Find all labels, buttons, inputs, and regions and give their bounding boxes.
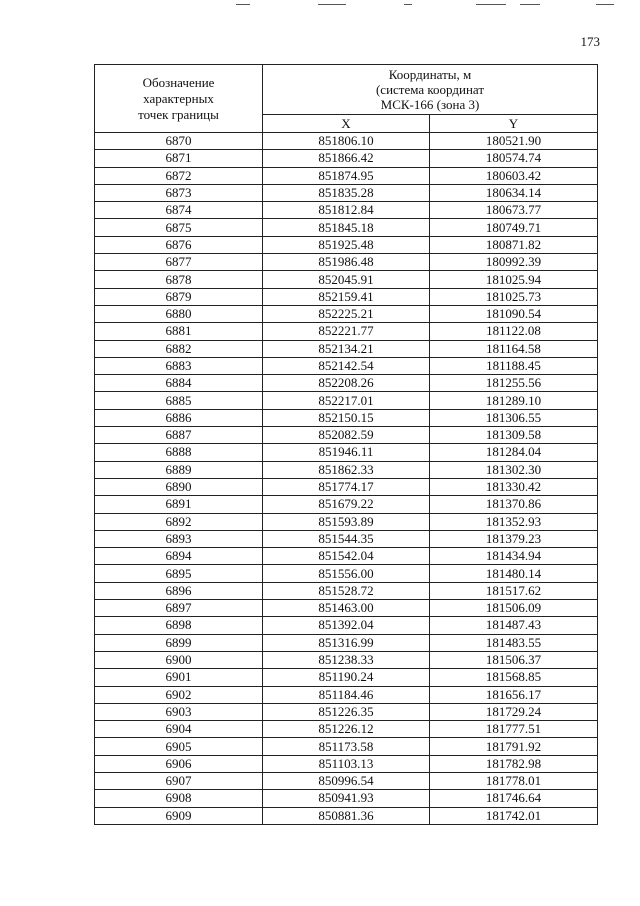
point-id-cell: 6876 — [95, 236, 263, 253]
point-id-cell: 6904 — [95, 721, 263, 738]
point-id-cell: 6875 — [95, 219, 263, 236]
y-coordinate-cell: 181746.64 — [430, 790, 598, 807]
x-coordinate-cell: 851226.35 — [263, 703, 430, 720]
x-coordinate-cell: 851544.35 — [263, 530, 430, 547]
x-coordinate-cell: 851316.99 — [263, 634, 430, 651]
table-row — [95, 686, 598, 703]
table-row — [95, 790, 598, 807]
table-row — [95, 392, 598, 409]
coordinates-table — [94, 64, 598, 825]
x-coordinate-cell: 851986.48 — [263, 254, 430, 271]
x-coordinate-cell: 851593.89 — [263, 513, 430, 530]
y-coordinate-cell: 181122.08 — [430, 323, 598, 340]
table-row — [95, 236, 598, 253]
y-coordinate-cell: 180574.74 — [430, 150, 598, 167]
table-row — [95, 807, 598, 824]
header-line: Обозначение — [142, 74, 215, 90]
x-coordinate-cell: 851190.24 — [263, 669, 430, 686]
coordinates-table-body — [95, 133, 598, 825]
y-coordinate-cell: 181729.24 — [430, 703, 598, 720]
point-id-cell: 6872 — [95, 167, 263, 184]
table-row — [95, 565, 598, 582]
table-row — [95, 133, 598, 150]
scan-mark — [596, 4, 614, 5]
point-id-cell: 6880 — [95, 305, 263, 322]
point-id-cell: 6891 — [95, 496, 263, 513]
table-row — [95, 444, 598, 461]
point-id-cell: 6888 — [95, 444, 263, 461]
table-row — [95, 375, 598, 392]
scan-mark — [318, 4, 346, 5]
y-coordinate-cell: 181480.14 — [430, 565, 598, 582]
x-coordinate-cell: 852045.91 — [263, 271, 430, 288]
y-coordinate-cell: 181330.42 — [430, 478, 598, 495]
y-coordinate-cell: 181379.23 — [430, 530, 598, 547]
y-coordinate-cell: 181777.51 — [430, 721, 598, 738]
x-coordinate-cell: 851184.46 — [263, 686, 430, 703]
x-coordinate-cell: 852150.15 — [263, 409, 430, 426]
point-id-cell: 6877 — [95, 254, 263, 271]
table-row — [95, 202, 598, 219]
x-coordinate-cell: 850996.54 — [263, 772, 430, 789]
y-coordinate-cell: 181025.73 — [430, 288, 598, 305]
x-coordinate-cell: 852159.41 — [263, 288, 430, 305]
header-line: характерных — [143, 90, 214, 106]
scan-artifact-marks — [0, 0, 640, 10]
table-row — [95, 305, 598, 322]
x-coordinate-cell: 851925.48 — [263, 236, 430, 253]
point-id-cell: 6897 — [95, 600, 263, 617]
table-row — [95, 271, 598, 288]
x-coordinate-cell: 851946.11 — [263, 444, 430, 461]
point-id-cell: 6895 — [95, 565, 263, 582]
x-coordinate-cell: 851173.58 — [263, 738, 430, 755]
x-coordinate-cell: 851806.10 — [263, 133, 430, 150]
table-row — [95, 721, 598, 738]
page-number: 173 — [580, 34, 600, 49]
y-coordinate-cell: 180749.71 — [430, 219, 598, 236]
point-designation-header — [95, 65, 263, 133]
point-id-cell: 6871 — [95, 150, 263, 167]
point-id-cell: 6886 — [95, 409, 263, 426]
table-row — [95, 548, 598, 565]
y-coordinate-cell: 181506.37 — [430, 651, 598, 668]
y-coordinate-cell: 181782.98 — [430, 755, 598, 772]
table-row — [95, 617, 598, 634]
point-id-cell: 6906 — [95, 755, 263, 772]
point-id-cell: 6883 — [95, 357, 263, 374]
scan-mark — [236, 4, 250, 5]
table-row — [95, 513, 598, 530]
table-row — [95, 323, 598, 340]
header-line: точек границы — [138, 106, 219, 122]
coordinates-header — [263, 65, 598, 115]
x-coordinate-cell: 850881.36 — [263, 807, 430, 824]
y-coordinate-cell: 181255.56 — [430, 375, 598, 392]
y-coordinate-cell: 181306.55 — [430, 409, 598, 426]
table-row — [95, 738, 598, 755]
point-id-cell: 6902 — [95, 686, 263, 703]
point-id-cell: 6878 — [95, 271, 263, 288]
point-id-cell: 6907 — [95, 772, 263, 789]
table-row — [95, 634, 598, 651]
point-id-cell: 6887 — [95, 427, 263, 444]
point-id-cell: 6901 — [95, 669, 263, 686]
y-coordinate-cell: 181352.93 — [430, 513, 598, 530]
y-coordinate-cell: 181164.58 — [430, 340, 598, 357]
table-row — [95, 496, 598, 513]
table-row — [95, 150, 598, 167]
point-id-cell: 6900 — [95, 651, 263, 668]
y-coordinate-cell: 181742.01 — [430, 807, 598, 824]
table-row — [95, 167, 598, 184]
y-coordinate-cell: 181487.43 — [430, 617, 598, 634]
x-coordinate-cell: 851874.95 — [263, 167, 430, 184]
point-id-cell: 6893 — [95, 530, 263, 547]
table-row — [95, 409, 598, 426]
x-coordinate-cell: 851774.17 — [263, 478, 430, 495]
y-coordinate-cell: 181506.09 — [430, 600, 598, 617]
y-coordinate-cell: 181434.94 — [430, 548, 598, 565]
y-coordinate-cell: 181778.01 — [430, 772, 598, 789]
point-id-cell: 6885 — [95, 392, 263, 409]
point-id-cell: 6873 — [95, 184, 263, 201]
y-coordinate-cell: 181309.58 — [430, 427, 598, 444]
y-coordinate-cell: 181284.04 — [430, 444, 598, 461]
table-row — [95, 669, 598, 686]
table-row — [95, 254, 598, 271]
table-row — [95, 184, 598, 201]
table-row — [95, 461, 598, 478]
x-coordinate-cell: 851103.13 — [263, 755, 430, 772]
x-coordinate-cell: 851392.04 — [263, 617, 430, 634]
table-row — [95, 478, 598, 495]
y-coordinate-cell: 181302.30 — [430, 461, 598, 478]
x-coordinate-cell: 851238.33 — [263, 651, 430, 668]
y-coordinate-cell: 180521.90 — [430, 133, 598, 150]
x-coordinate-cell: 852221.77 — [263, 323, 430, 340]
x-coordinate-cell: 851862.33 — [263, 461, 430, 478]
point-id-cell: 6908 — [95, 790, 263, 807]
x-coordinate-cell: 851845.18 — [263, 219, 430, 236]
table-row — [95, 703, 598, 720]
point-id-cell: 6881 — [95, 323, 263, 340]
scan-mark — [476, 4, 506, 5]
point-id-cell: 6903 — [95, 703, 263, 720]
point-id-cell: 6909 — [95, 807, 263, 824]
y-coordinate-cell: 181483.55 — [430, 634, 598, 651]
point-id-cell: 6890 — [95, 478, 263, 495]
point-id-cell: 6879 — [95, 288, 263, 305]
x-coordinate-cell: 852208.26 — [263, 375, 430, 392]
y-coordinate-cell: 181791.92 — [430, 738, 598, 755]
y-column-header: Y — [430, 115, 598, 133]
x-coordinate-cell: 851542.04 — [263, 548, 430, 565]
point-id-cell: 6882 — [95, 340, 263, 357]
point-id-cell: 6892 — [95, 513, 263, 530]
point-id-cell: 6894 — [95, 548, 263, 565]
x-coordinate-cell: 851835.28 — [263, 184, 430, 201]
x-coordinate-cell: 852134.21 — [263, 340, 430, 357]
header-line: Координаты, м — [388, 67, 472, 82]
point-id-cell: 6884 — [95, 375, 263, 392]
point-id-cell: 6905 — [95, 738, 263, 755]
y-coordinate-cell: 180871.82 — [430, 236, 598, 253]
y-coordinate-cell: 181517.62 — [430, 582, 598, 599]
table-row — [95, 582, 598, 599]
table-row — [95, 357, 598, 374]
y-coordinate-cell: 181656.17 — [430, 686, 598, 703]
scan-mark — [520, 4, 540, 5]
table-row — [95, 340, 598, 357]
y-coordinate-cell: 180603.42 — [430, 167, 598, 184]
point-id-cell: 6874 — [95, 202, 263, 219]
table-row — [95, 288, 598, 305]
x-coordinate-cell: 851556.00 — [263, 565, 430, 582]
point-id-cell: 6896 — [95, 582, 263, 599]
y-coordinate-cell: 181289.10 — [430, 392, 598, 409]
x-coordinate-cell: 852217.01 — [263, 392, 430, 409]
header-line: МСК-166 (зона 3) — [380, 97, 480, 112]
point-id-cell: 6889 — [95, 461, 263, 478]
point-id-cell: 6870 — [95, 133, 263, 150]
table-row — [95, 651, 598, 668]
y-coordinate-cell: 181370.86 — [430, 496, 598, 513]
table-row — [95, 530, 598, 547]
x-coordinate-cell: 850941.93 — [263, 790, 430, 807]
y-coordinate-cell: 181188.45 — [430, 357, 598, 374]
point-id-cell: 6898 — [95, 617, 263, 634]
table-row — [95, 219, 598, 236]
x-coordinate-cell: 852225.21 — [263, 305, 430, 322]
table-row — [95, 755, 598, 772]
point-id-cell: 6899 — [95, 634, 263, 651]
x-coordinate-cell: 852142.54 — [263, 357, 430, 374]
x-coordinate-cell: 851463.00 — [263, 600, 430, 617]
y-coordinate-cell: 180634.14 — [430, 184, 598, 201]
y-coordinate-cell: 181568.85 — [430, 669, 598, 686]
x-coordinate-cell: 851679.22 — [263, 496, 430, 513]
scan-mark — [404, 4, 412, 5]
header-line: (система координат — [375, 82, 485, 97]
y-coordinate-cell: 180673.77 — [430, 202, 598, 219]
x-coordinate-cell: 851226.12 — [263, 721, 430, 738]
x-coordinate-cell: 851866.42 — [263, 150, 430, 167]
x-coordinate-cell: 851528.72 — [263, 582, 430, 599]
y-coordinate-cell: 180992.39 — [430, 254, 598, 271]
x-coordinate-cell: 852082.59 — [263, 427, 430, 444]
table-row — [95, 772, 598, 789]
table-row — [95, 427, 598, 444]
y-coordinate-cell: 181090.54 — [430, 305, 598, 322]
x-column-header: X — [263, 115, 430, 133]
x-coordinate-cell: 851812.84 — [263, 202, 430, 219]
y-coordinate-cell: 181025.94 — [430, 271, 598, 288]
table-row — [95, 600, 598, 617]
